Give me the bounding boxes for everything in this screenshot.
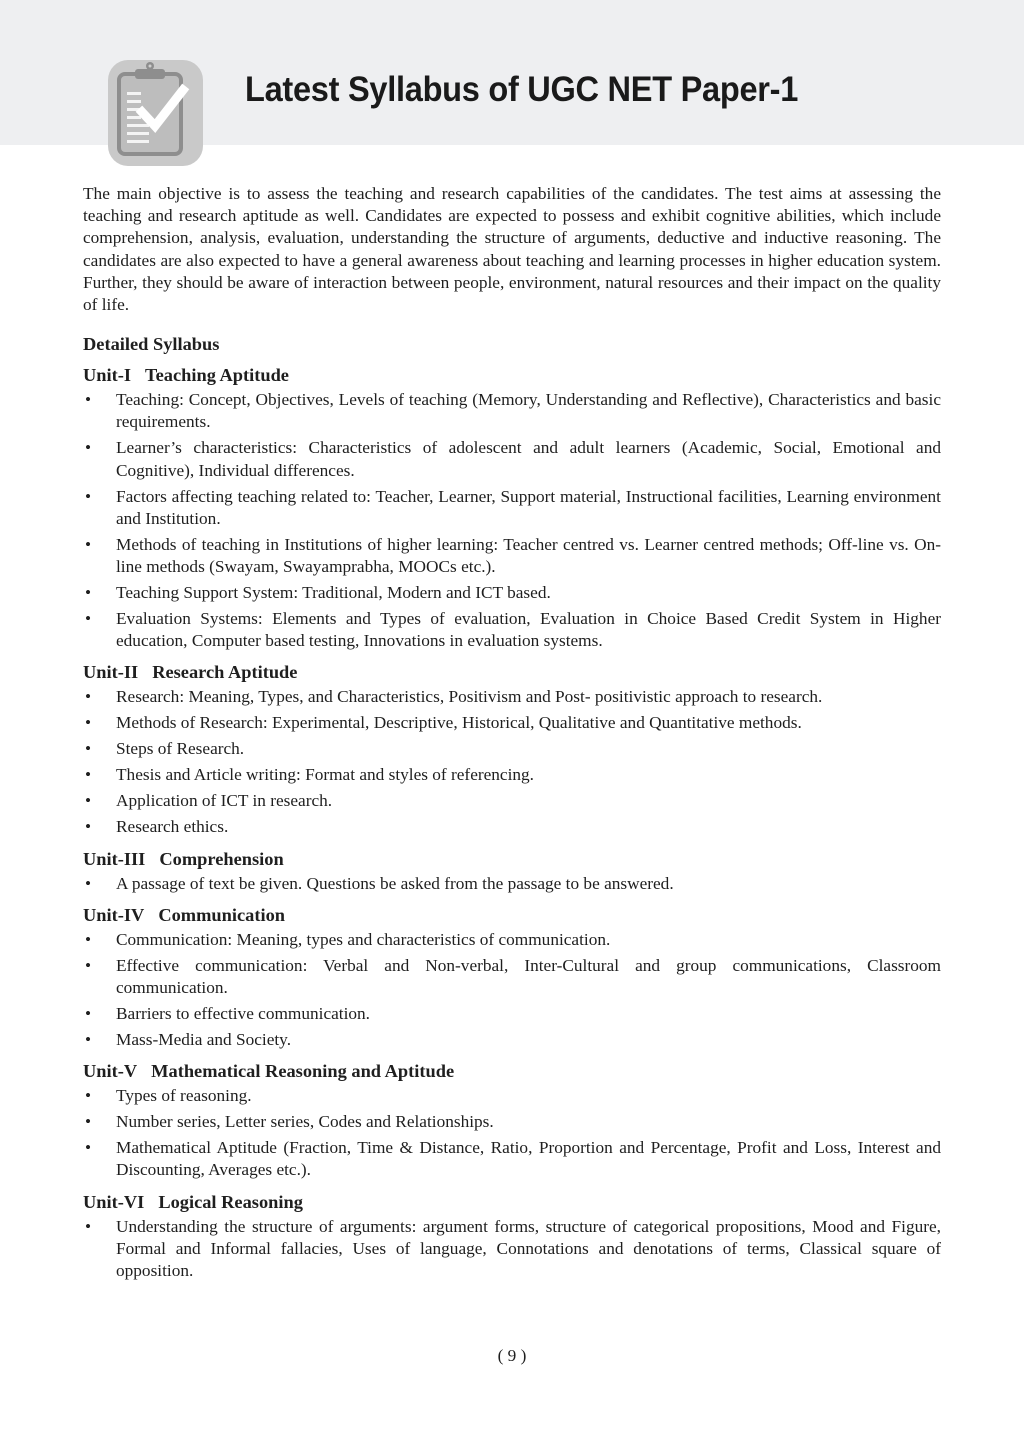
- unit-heading: [83, 904, 941, 926]
- bullet-icon: •: [85, 1112, 92, 1132]
- list-item: • Understanding the structure of arguments: argument forms, structure of categorical propositions, Mood and Figure, Formal and Informal fallacies, Uses of language, Connotations and denotations of terms, Classical square of opposition.: [85, 1216, 941, 1281]
- unit-topic-list: [83, 389, 941, 652]
- bullet-icon: •: [85, 1030, 92, 1050]
- unit-title: Logical Reasoning: [158, 1191, 303, 1212]
- unit-title: Comprehension: [159, 848, 284, 869]
- unit-number: Unit-IV: [83, 904, 145, 925]
- unit-number: Unit-VI: [83, 1191, 145, 1212]
- list-item: • Mass-Media and Society.: [83, 1029, 941, 1051]
- list-item: • Steps of Research.: [83, 738, 941, 760]
- bullet-icon: •: [85, 390, 92, 410]
- unit-number: Unit-V: [83, 1061, 138, 1082]
- bullet-icon: •: [85, 791, 92, 811]
- list-item: • Research ethics.: [83, 816, 941, 838]
- list-item: • Barriers to effective communication.: [83, 1003, 941, 1025]
- list-item: • Communication: Meaning, types and characteristics of communication.: [83, 929, 941, 951]
- bullet-icon: •: [85, 438, 92, 458]
- unit-title: Research Aptitude: [152, 662, 298, 683]
- unit-1: [83, 364, 941, 652]
- unit-topic-list: [83, 686, 941, 838]
- bullet-icon: •: [85, 955, 92, 975]
- list-item: • A passage of text be given. Questions be asked from the passage to be answered.: [83, 873, 941, 895]
- clipboard-check-icon: [108, 60, 203, 166]
- unit-number: Unit-I: [83, 365, 132, 386]
- unit-heading: [83, 1191, 941, 1213]
- list-item: • Types of reasoning.: [83, 1085, 941, 1107]
- unit-title: Teaching Aptitude: [145, 365, 289, 386]
- list-item: • Thesis and Article writing: Format and styles of referencing.: [83, 764, 941, 786]
- list-item: • Teaching Support System: Traditional, Modern and ICT based.: [83, 582, 941, 604]
- unit-heading: [83, 848, 941, 870]
- list-item: • Teaching: Concept, Objectives, Levels of teaching (Memory, Understanding and Reflective), Characteristics and basic requirements.: [85, 390, 941, 432]
- list-item: • Mathematical Aptitude (Fraction, Time & Distance, Ratio, Proportion and Percentage, Profit and Loss, Interest and Discounting, Averages etc.).: [85, 1138, 941, 1180]
- bullet-icon: •: [85, 1138, 92, 1158]
- bullet-icon: •: [85, 1004, 92, 1024]
- bullet-icon: •: [85, 739, 92, 759]
- unit-number: Unit-III: [83, 848, 146, 869]
- bullet-icon: •: [85, 687, 92, 707]
- unit-2: [83, 661, 941, 838]
- unit-topic-list: [83, 1216, 941, 1283]
- page-number: ( 9 ): [497, 1346, 527, 1365]
- unit-heading: [83, 364, 941, 386]
- list-item: • Research: Meaning, Types, and Characteristics, Positivism and Post- positivistic approach to research.: [83, 686, 941, 708]
- document-body: [83, 183, 941, 1286]
- list-item: • Learner’s characteristics: Characteristics of adolescent and adult learners (Academic, Social, Emotional and Cognitive), Individual differences.: [85, 438, 941, 480]
- list-item: • Effective communication: Verbal and Non-verbal, Inter-Cultural and group communications, Classroom communication.: [85, 955, 941, 998]
- intro-paragraph: The main objective is to assess the teaching and research capabilities of the candidates. The test aims at assessing the teaching and research aptitude as well. Candidates are expected to possess and exhibit cognitive abilities, which include comprehension, analysis, evaluation, understanding the structure of arguments, deductive and inductive reasoning. The candidates are also expected to have a general awareness about teaching and learning processes in higher education system. Further, they should be aware of interaction between people, environment, natural resources and their impact on the quality of life.: [83, 184, 941, 315]
- bullet-icon: •: [85, 583, 92, 603]
- page-title: Latest Syllabus of UGC NET Paper-1: [245, 70, 799, 109]
- unit-title: Mathematical Reasoning and Aptitude: [151, 1061, 455, 1082]
- unit-title: Communication: [158, 904, 286, 925]
- bullet-icon: •: [85, 713, 92, 733]
- bullet-icon: •: [85, 534, 92, 554]
- list-item: • Methods of teaching in Institutions of higher learning: Teacher centred vs. Learner centred methods; Off-line vs. On-line methods (Swayam, Swayamprabha, MOOCs etc.).: [85, 534, 941, 577]
- list-item: • Methods of Research: Experimental, Descriptive, Historical, Qualitative and Quantitative methods.: [83, 712, 941, 734]
- unit-3: [83, 848, 941, 895]
- unit-5: [83, 1060, 941, 1181]
- bullet-icon: •: [85, 765, 92, 785]
- unit-number: Unit-II: [83, 662, 139, 683]
- unit-6: [83, 1191, 941, 1283]
- list-item: • Application of ICT in research.: [83, 790, 941, 812]
- unit-heading: [83, 1060, 941, 1082]
- list-item: • Number series, Letter series, Codes and Relationships.: [83, 1111, 941, 1133]
- list-item: • Factors affecting teaching related to: Teacher, Learner, Support material, Instructional facilities, Learning environment and Institution.: [85, 486, 941, 528]
- list-item: • Evaluation Systems: Elements and Types of evaluation, Evaluation in Choice Based Credit System in Higher education, Computer based testing, Innovations in evaluation systems.: [85, 609, 941, 651]
- bullet-icon: •: [85, 609, 92, 629]
- unit-4: [83, 904, 941, 1051]
- bullet-icon: •: [85, 1086, 92, 1106]
- bullet-icon: •: [85, 817, 92, 837]
- unit-heading: [83, 661, 941, 683]
- detailed-syllabus-heading: Detailed Syllabus: [83, 334, 220, 355]
- bullet-icon: •: [85, 873, 92, 893]
- unit-topic-list: [83, 929, 941, 1051]
- unit-topic-list: [83, 1085, 941, 1181]
- bullet-icon: •: [85, 929, 92, 949]
- unit-topic-list: [83, 873, 941, 895]
- bullet-icon: •: [85, 486, 92, 506]
- bullet-icon: •: [85, 1216, 92, 1236]
